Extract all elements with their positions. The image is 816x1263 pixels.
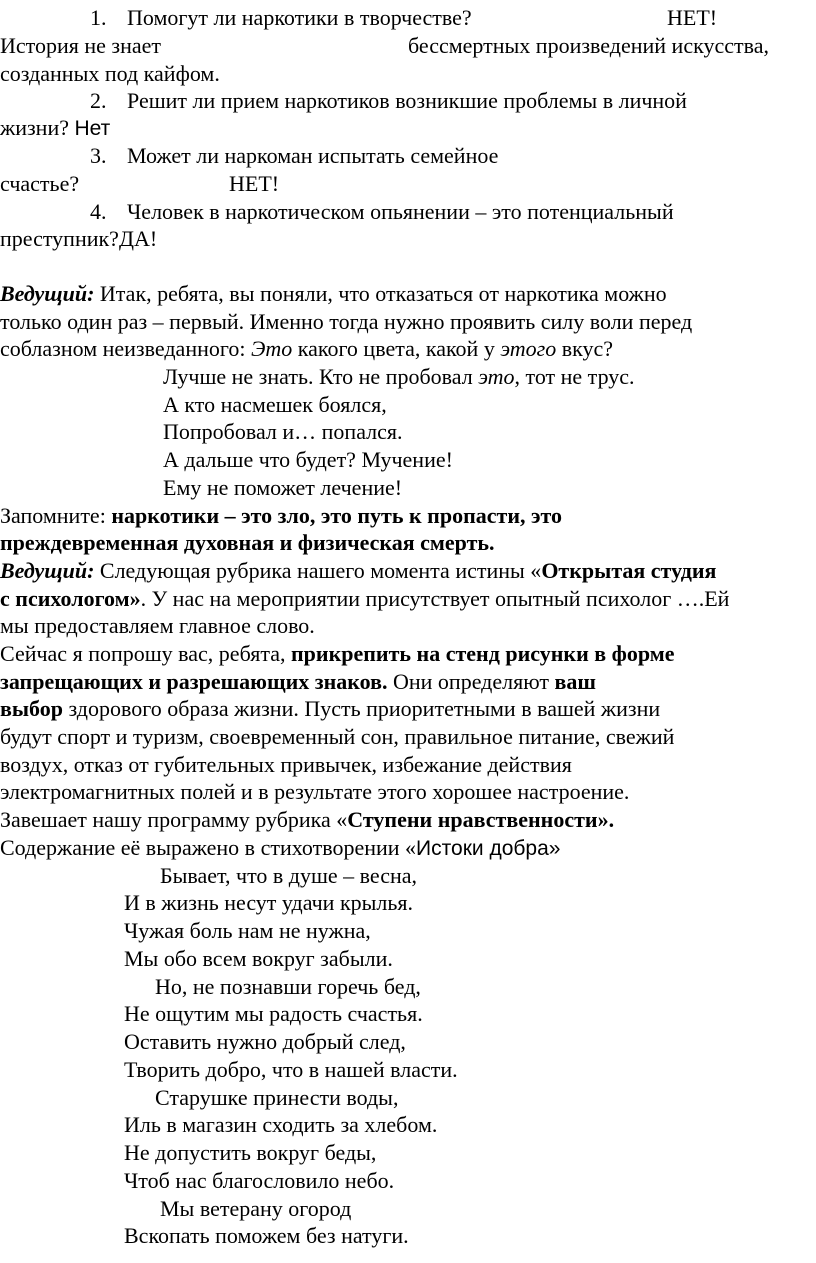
paragraph-text: Итак, ребята, вы поняли, что отказаться от наркотика можно [99, 281, 667, 306]
italic-word: это [478, 364, 515, 389]
poem-text: Лучше не знать. Кто не пробовал [163, 364, 473, 389]
presenter-paragraph-2-line-3: мы предоставляем главное слово. [0, 613, 315, 638]
poem-2-line-12: Чтоб нас благословило небо. [124, 1168, 395, 1193]
question-1-cont-a: История не знает [0, 33, 162, 58]
question-2-cont [0, 114, 110, 142]
poem-2-line-9: Старушке принести воды, [155, 1085, 399, 1110]
question-1-cont-c: созданных под кайфом. [0, 61, 220, 86]
question-4-number: 4. [90, 199, 107, 224]
presenter-paragraph-2-line-2 [0, 585, 729, 612]
bold-text: выбор [0, 696, 64, 721]
poem-1-line-3: Попробовал и… попался. [163, 419, 403, 444]
question-4-text: Человек в наркотическом опьянении – это потенциальный [127, 199, 674, 224]
presenter-paragraph-1-line-2: только один раз – первый. Именно тогда нужно проявить силу воли перед [0, 309, 693, 334]
rubric-title: Открытая студия [541, 558, 717, 583]
remember-lead: Запомните: [0, 503, 106, 528]
remember-line-2: преждевременная духовная и физическая смерть. [0, 530, 495, 555]
question-2-number: 2. [90, 88, 107, 113]
bold-text: запрещающих и разрешающих знаков. [0, 669, 388, 694]
poem-1-line-1 [163, 363, 635, 390]
poem-2-line-10: Иль в магазин сходить за хлебом. [124, 1112, 438, 1137]
paragraph-text: Сейчас я попрошу вас, ребята, [0, 641, 286, 666]
poem-1-line-5: Ему не поможет лечение! [163, 475, 403, 500]
poem-text: , тот не трус. [514, 364, 635, 389]
italic-word: этого [500, 336, 557, 361]
poem-2-line-6: Не ощутим мы радость счастья. [124, 1001, 423, 1026]
paragraph-text: Содержание её выражено в стихотворении « [0, 835, 417, 860]
question-1-number: 1. [90, 5, 107, 30]
paragraph-text: какого цвета, какой у [297, 336, 495, 361]
question-1-cont-b: бессмертных произведений искусства, [408, 33, 769, 58]
presenter-paragraph-1-line-3 [0, 335, 613, 362]
poem-2-line-4: Мы обо всем вокруг забыли. [124, 946, 393, 971]
question-1-answer: НЕТ! [667, 5, 718, 30]
remember-bold: наркотики – это зло, это путь к пропасти, это [111, 503, 563, 528]
question-2-text: Решит ли прием наркотиков возникшие проблемы в личной [127, 88, 687, 113]
paragraph-text: . У нас на мероприятии присутствует опытный психолог ….Ей [140, 586, 730, 611]
paragraph-3-line-1 [0, 640, 675, 667]
paragraph-text: Они определяют [392, 669, 549, 694]
poem-2-line-3: Чужая боль нам не нужна, [124, 918, 371, 943]
paragraph-text: соблазном неизведанного: [0, 336, 246, 361]
speaker-label: Ведущий: [0, 281, 95, 306]
paragraph-text: Завешает нашу программу рубрика « [0, 807, 348, 832]
poem-2-line-8: Творить добро, что в нашей власти. [124, 1057, 458, 1082]
speaker-label: Ведущий: [0, 558, 95, 583]
paragraph-text: Следующая рубрика нашего момента истины « [99, 558, 542, 583]
paragraph-text: здорового образа жизни. Пусть приоритетными в вашей жизни [68, 696, 661, 721]
poem-1-line-4: А дальше что будет? Мучение! [163, 447, 453, 472]
poem-title: Истоки добра» [416, 837, 561, 860]
paragraph-3-line-5: воздух, отказ от губительных привычек, избежание действия [0, 752, 572, 777]
poem-2-line-1: Бывает, что в душе – весна, [160, 863, 418, 888]
remember-line-1 [0, 502, 562, 529]
paragraph-3-line-6: электромагнитных полей и в результате этого хорошее настроение. [0, 779, 630, 804]
italic-word: Это [250, 336, 293, 361]
question-1-text: Помогут ли наркотики в творчестве? [127, 5, 472, 30]
bold-text: прикрепить на стенд рисунки в форме [290, 641, 675, 666]
poem-2-line-7: Оставить нужно добрый след, [124, 1029, 406, 1054]
question-3-cont-a: счастье? [0, 171, 80, 196]
question-4-cont-a: преступник? [0, 226, 119, 251]
question-3-text: Может ли наркоман испытать семейное [127, 143, 499, 168]
paragraph-3-line-4: будут спорт и туризм, своевременный сон, правильное питание, свежий [0, 724, 675, 749]
poem-2-line-5: Но, не познавши горечь бед, [155, 974, 421, 999]
question-2-cont-a: жизни? [0, 115, 69, 140]
poem-2-line-13: Мы ветерану огород [160, 1196, 352, 1221]
presenter-paragraph-2-line-1 [0, 557, 716, 584]
question-4-answer: ДА! [118, 226, 158, 251]
paragraph-3-line-3 [0, 695, 660, 722]
paragraph-3-line-8 [0, 834, 560, 862]
poem-2-line-2: И в жизнь несут удачи крылья. [124, 890, 414, 915]
question-3-number: 3. [90, 143, 107, 168]
paragraph-3-line-2 [0, 668, 596, 695]
paragraph-3-line-7 [0, 806, 614, 833]
rubric-title: с психологом» [0, 586, 141, 611]
bold-text: ваш [554, 669, 596, 694]
paragraph-text: вкус? [561, 336, 614, 361]
poem-1-line-2: А кто насмешек боялся, [163, 392, 387, 417]
question-2-answer: Нет [74, 117, 111, 140]
rubric-title: Ступени нравственности». [347, 807, 615, 832]
presenter-paragraph-1-line-1 [0, 280, 667, 307]
poem-2-line-14: Вскопать поможем без натуги. [124, 1223, 409, 1248]
poem-2-line-11: Не допустить вокруг беды, [124, 1140, 377, 1165]
question-4-cont [0, 225, 157, 252]
question-3-answer: НЕТ! [229, 171, 280, 196]
